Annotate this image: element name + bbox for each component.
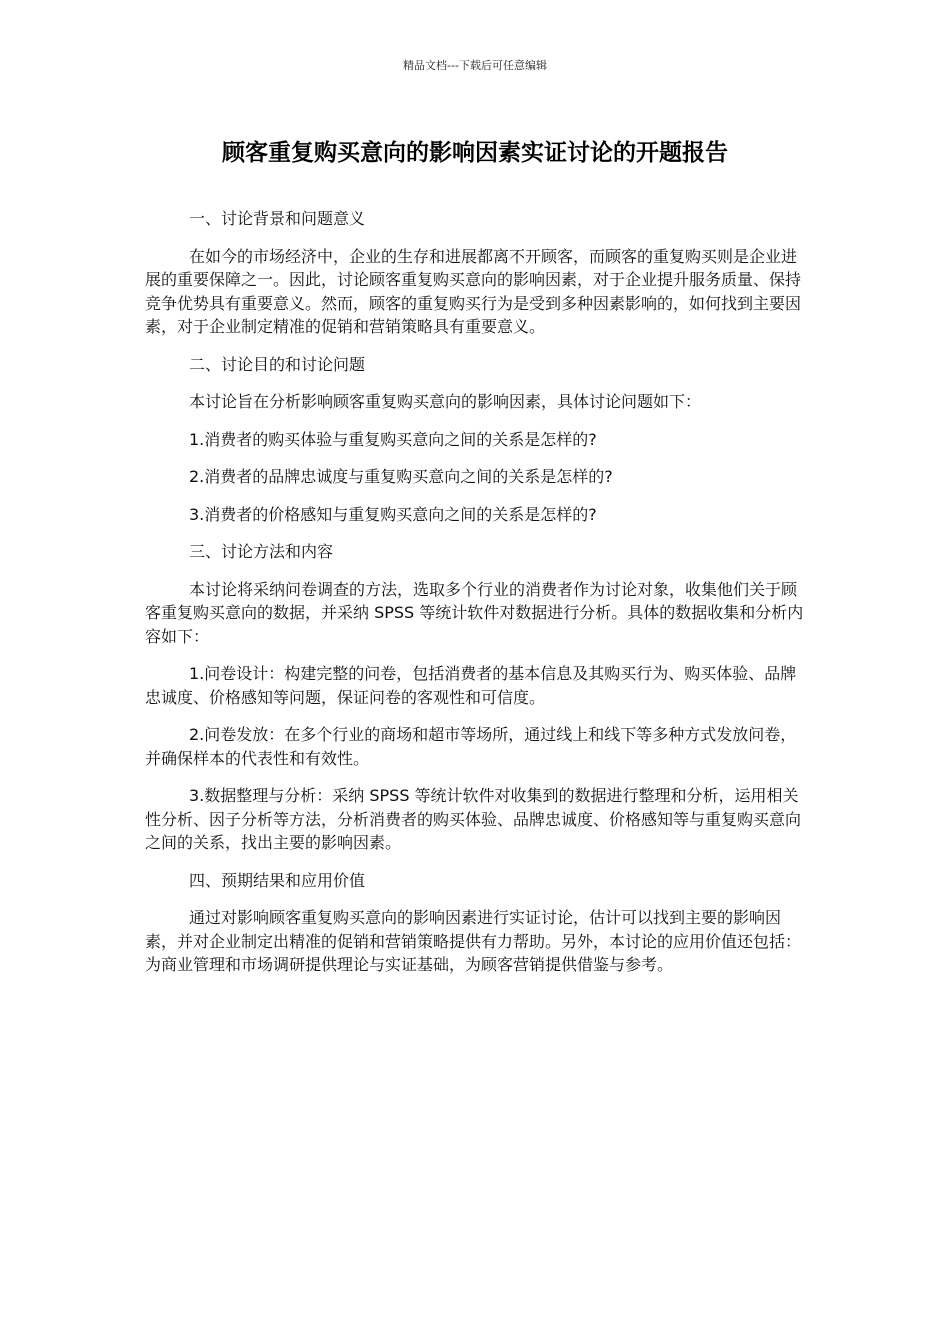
section-heading-results: 四、预期结果和应用价值: [189, 870, 366, 890]
paragraph-results: 通过对影响顾客重复购买意向的影响因素进行实证讨论，估计可以找到主要的影响因素，并对企业制定出精准的促销和营销策略提供有力帮助。另外，本讨论的应用价值还包括：为商业管理和市场调研提供理论与实证基础，为顾客营销提供借鉴与参考。: [145, 908, 802, 974]
header-note: 精品文档---下载后可任意编辑: [403, 59, 547, 72]
document-title: 顾客重复购买意向的影响因素实证讨论的开题报告: [222, 140, 728, 166]
question-item-2: 2.消费者的品牌忠诚度与重复购买意向之间的关系是怎样的?: [189, 467, 613, 486]
method-item-2: 2.问卷发放：在多个行业的商场和超市等场所，通过线上和线下等多种方式发放问卷，并确保样本的代表性和有效性。: [145, 725, 797, 768]
paragraph-background: 在如今的市场经济中，企业的生存和进展都离不开顾客，而顾客的重复购买则是企业进展的重要保障之一。因此，讨论顾客重复购买意向的影响因素，对于企业提升服务质量、保持竞争优势具有重要意义。然而，顾客的重复购买行为是受到多种因素影响的，如何找到主要因素，对于企业制定精准的促销和营销策略具有重要意义。: [145, 246, 802, 336]
section-heading-purpose: 二、讨论目的和讨论问题: [189, 354, 366, 374]
document-body: [145, 207, 810, 991]
section-heading-background: 一、讨论背景和问题意义: [189, 209, 366, 228]
paragraph-purpose: 本讨论旨在分析影响顾客重复购买意向的影响因素，具体讨论问题如下：: [189, 392, 702, 411]
question-item-1: 1.消费者的购买体验与重复购买意向之间的关系是怎样的?: [189, 429, 597, 449]
method-item-1: 1.问卷设计：构建完整的问卷，包括消费者的基本信息及其购买行为、购买体验、品牌忠诚度、价格感知等问题，保证问卷的客观性和可信度。: [145, 664, 797, 707]
method-item-3: 3.数据整理与分析：采纳 SPSS 等统计软件对收集到的数据进行整理和分析，运用相关性分析、因子分析等方法，分析消费者的购买体验、品牌忠诚度、价格感知等与重复购买意向之间的关系，找出主要的影响因素。: [145, 786, 802, 852]
paragraph-method: 本讨论将采纳问卷调查的方法，选取多个行业的消费者作为讨论对象，收集他们关于顾客重复购买意向的数据，并采纳 SPSS 等统计软件对数据进行分析。具体的数据收集和分析内容如下：: [145, 579, 804, 646]
section-heading-method: 三、讨论方法和内容: [189, 542, 334, 561]
question-item-3: 3.消费者的价格感知与重复购买意向之间的关系是怎样的?: [189, 504, 597, 524]
